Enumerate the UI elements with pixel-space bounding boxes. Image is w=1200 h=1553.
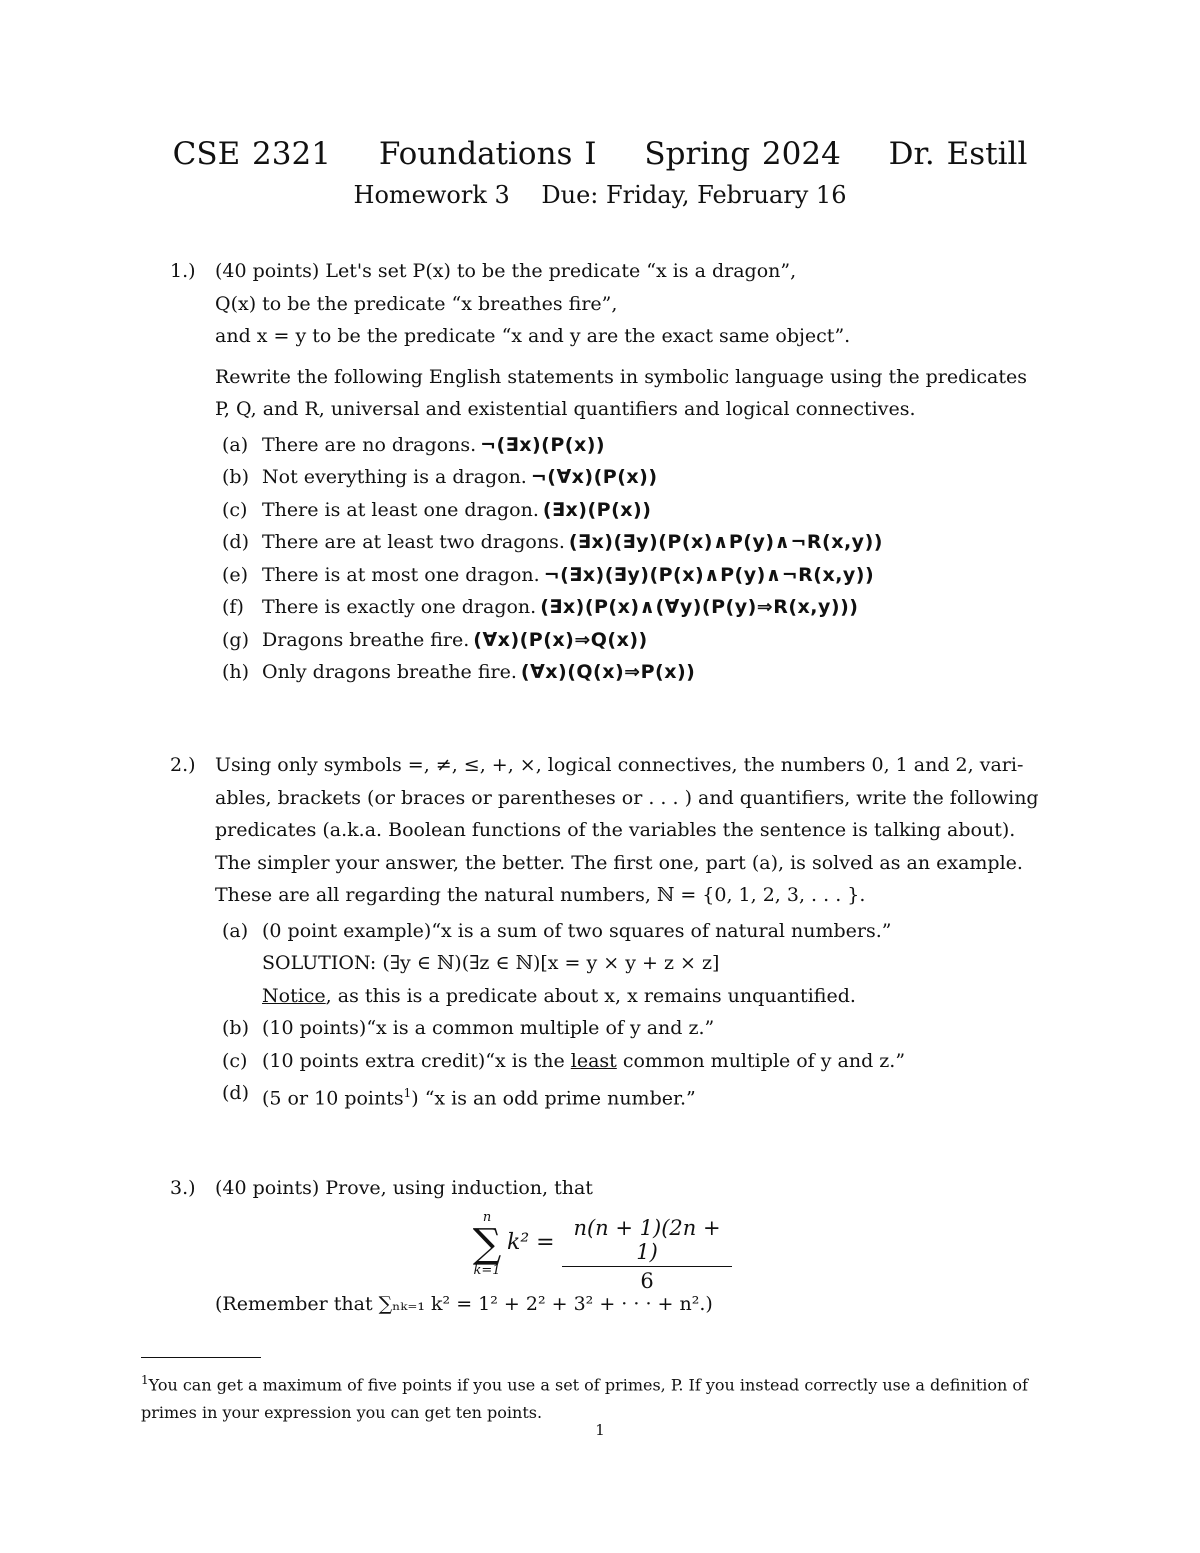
q2-line: The simpler your answer, the better. The first one, part (a), is solved as an example. bbox=[215, 851, 1023, 874]
handwritten-answer: (∀x)(Q(x)⇒P(x)) bbox=[520, 661, 696, 683]
footnote-mark: 1 bbox=[403, 1086, 412, 1100]
q3-text: (40 points) Prove, using induction, that bbox=[215, 1177, 593, 1199]
list-item: (e) There is at most one dragon. ¬(∃x)(∃y)(P(x)∧P(y)∧¬R(x,y)) bbox=[222, 563, 875, 586]
q1-line-2: Q(x) to be the predicate “x breathes fire”, bbox=[215, 292, 618, 315]
question-2 bbox=[170, 749, 1070, 1115]
q2-line: ables, brackets (or braces or parentheses or . . . ) and quantifiers, write the following bbox=[215, 786, 1039, 809]
q2-item-list bbox=[222, 915, 1070, 1115]
handwritten-answer: ¬(∀x)(P(x)) bbox=[530, 466, 658, 488]
solution-line: SOLUTION: (∃y ∈ ℕ)(∃z ∈ ℕ)[x = y × y + z × z] bbox=[262, 952, 720, 974]
handwritten-answer: (∃x)(P(x)) bbox=[542, 498, 652, 521]
instructor: Dr. Estill bbox=[888, 136, 1028, 172]
footnote-text: You can get a maximum of five points if you use a set of primes, P. If you instead correctly use a definition of primes in your expression you can get ten points. bbox=[141, 1375, 1028, 1423]
handwritten-answer: (∃x)(P(x)∧(∀y)(P(y)⇒R(x,y))) bbox=[540, 596, 859, 618]
assignment-header bbox=[0, 181, 1200, 209]
list-item: (c) (10 points extra credit)“x is the least common multiple of y and z.” bbox=[222, 1049, 906, 1072]
handwritten-answer: (∀x)(P(x)⇒Q(x)) bbox=[473, 628, 648, 651]
list-item: (d) There are at least two dragons. (∃x)(∃y)(P(x)∧P(y)∧¬R(x,y)) bbox=[222, 531, 883, 553]
list-item: (b) (10 points)“x is a common multiple of y and z.” bbox=[222, 1017, 715, 1039]
question-1 bbox=[170, 255, 1070, 689]
q2-line: These are all regarding the natural numbers, ℕ = {0, 1, 2, 3, . . . }. bbox=[215, 884, 866, 906]
list-item: (g) Dragons breathe fire. (∀x)(P(x)⇒Q(x)) bbox=[222, 628, 648, 651]
list-item: (a) (0 point example)“x is a sum of two squares of natural numbers.” bbox=[222, 919, 892, 942]
list-item: (c) There is at least one dragon. (∃x)(P(x)) bbox=[222, 498, 652, 521]
list-item: (d) (5 or 10 points$^1$) “x is an odd prime number.” bbox=[222, 1082, 696, 1110]
summation: n ∑ k=1 bbox=[462, 1210, 512, 1278]
list-item: (f) There is exactly one dragon. (∃x)(P(x)∧(∀y)(P(y)⇒R(x,y))) bbox=[222, 596, 859, 618]
notice-line: Notice, as this is a predicate about x, x remains unquantified. bbox=[262, 984, 856, 1007]
footnote bbox=[141, 1366, 1061, 1427]
formula-lhs: k² = bbox=[507, 1230, 555, 1255]
footnote-number: 1 bbox=[141, 1373, 149, 1387]
handwritten-answer: (∃x)(∃y)(P(x)∧P(y)∧¬R(x,y)) bbox=[568, 531, 883, 553]
q1-item-list bbox=[222, 429, 1070, 689]
remember-note: (Remember that ∑ₙₖ₌₁ k² = 1² + 2² + 3² + · · · + n².) bbox=[215, 1293, 713, 1315]
course-header bbox=[0, 136, 1200, 172]
course-code: CSE 2321 bbox=[172, 136, 331, 172]
q2-line: predicates (a.k.a. Boolean functions of the variables the sentence is talking about). bbox=[215, 819, 1016, 841]
question-3 bbox=[170, 1172, 1070, 1205]
question-number: 1.) bbox=[170, 260, 196, 282]
sigma-symbol: ∑ bbox=[472, 1221, 502, 1267]
question-number: 2.) bbox=[170, 754, 196, 776]
formula-fraction: $\frac{n(n + 1)(2n + 1)}{6}$ bbox=[562, 1216, 732, 1293]
list-item: (b) Not everything is a dragon. ¬(∀x)(P(x)) bbox=[222, 466, 658, 488]
q1-instruction-1: Rewrite the following English statements in symbolic language using the predicates bbox=[215, 365, 1027, 388]
footnote-rule bbox=[141, 1357, 261, 1358]
due-date: Due: Friday, February 16 bbox=[541, 181, 847, 209]
sum-formula bbox=[0, 1210, 1200, 1293]
course-name: Foundations I bbox=[378, 136, 597, 172]
q2-line: Using only symbols =, ≠, ≤, +, ×, logical connectives, the numbers 0, 1 and 2, vari- bbox=[215, 754, 1024, 776]
handwritten-answer: ¬(∃x)(P(x)) bbox=[480, 433, 606, 456]
handwritten-answer: ¬(∃x)(∃y)(P(x)∧P(y)∧¬R(x,y)) bbox=[543, 563, 875, 586]
list-item: (a) There are no dragons. ¬(∃x)(P(x)) bbox=[222, 433, 606, 456]
q1-line-3: and x = y to be the predicate “x and y are the exact same object”. bbox=[215, 325, 851, 347]
list-item: (h) Only dragons breathe fire. (∀x)(Q(x)⇒P(x)) bbox=[222, 661, 696, 683]
assignment-title: Homework 3 bbox=[353, 181, 510, 209]
page-number: 1 bbox=[595, 1421, 605, 1439]
q1-line-1: (40 points) Let's set P(x) to be the predicate “x is a dragon”, bbox=[215, 260, 797, 282]
question-number: 3.) bbox=[170, 1177, 196, 1199]
term: Spring 2024 bbox=[644, 136, 841, 172]
q1-instruction-2: P, Q, and R, universal and existential quantifiers and logical connectives. bbox=[215, 398, 916, 420]
